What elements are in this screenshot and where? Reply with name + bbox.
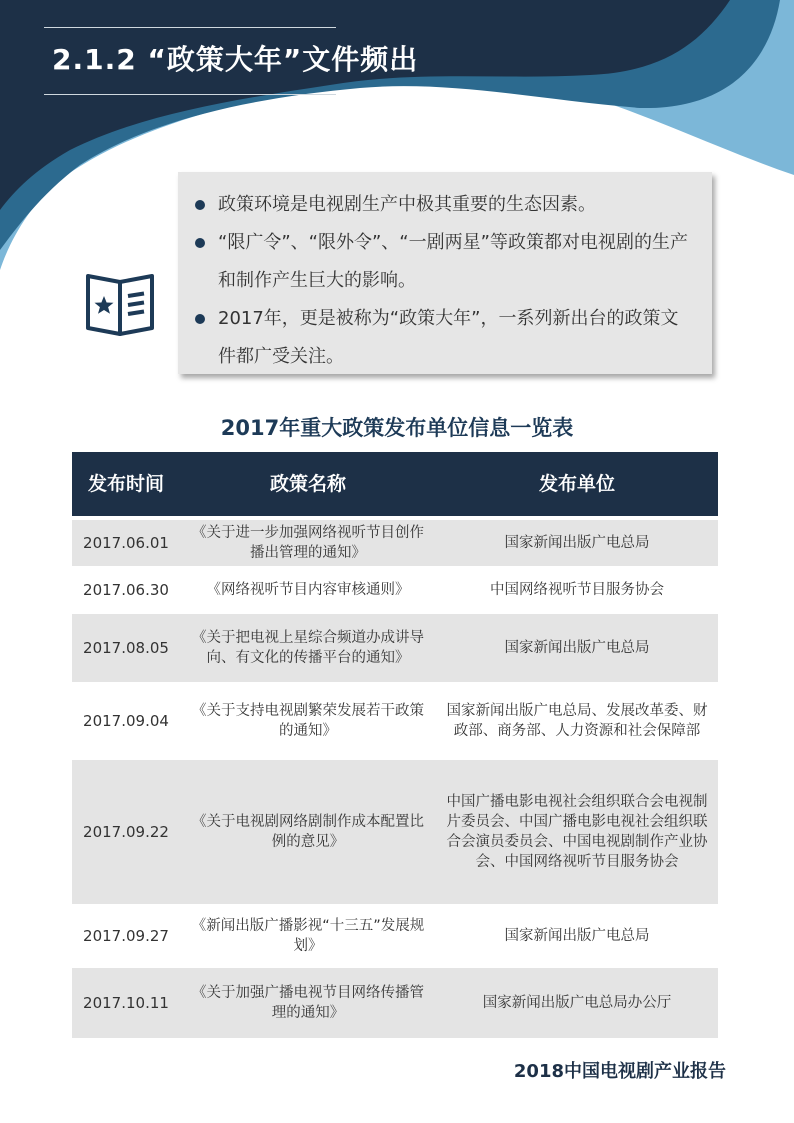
table-row <box>72 684 718 758</box>
cell-issuer: 国家新闻出版广电总局 <box>436 518 718 568</box>
cell-date: 2017.06.30 <box>72 568 180 612</box>
cell-policy-name: 《关于电视剧网络剧制作成本配置比例的意见》 <box>180 758 436 906</box>
cell-policy-name: 《关于支持电视剧繁荣发展若干政策的通知》 <box>180 684 436 758</box>
cell-issuer: 中国网络视听节目服务协会 <box>436 568 718 612</box>
bullet-dot-icon <box>195 238 205 248</box>
cell-date: 2017.09.04 <box>72 684 180 758</box>
report-footer-title: 2018中国电视剧产业报告 <box>513 1061 726 1082</box>
cell-issuer: 国家新闻出版广电总局办公厅 <box>436 966 718 1038</box>
header-rule-top <box>44 27 336 28</box>
column-header-policy-name: 政策名称 <box>180 452 436 518</box>
policy-table <box>72 452 718 1038</box>
cell-issuer: 国家新闻出版广电总局 <box>436 906 718 966</box>
cell-policy-name: 《网络视听节目内容审核通则》 <box>180 568 436 612</box>
bullet-item <box>192 186 694 224</box>
cell-policy-name: 《新闻出版广播影视“十三五”发展规划》 <box>180 906 436 966</box>
table-row <box>72 966 718 1038</box>
bullet-item <box>192 300 694 376</box>
book-icon <box>86 268 154 336</box>
intro-callout-box <box>178 172 712 374</box>
table-row <box>72 906 718 966</box>
cell-policy-name: 《关于把电视上星综合频道办成讲导向、有文化的传播平台的通知》 <box>180 612 436 684</box>
cell-date: 2017.09.22 <box>72 758 180 906</box>
cell-date: 2017.10.11 <box>72 966 180 1038</box>
bullet-text: 政策环境是电视剧生产中极其重要的生态因素。 <box>218 194 596 215</box>
column-header-date: 发布时间 <box>72 452 180 518</box>
bullet-text: “限广令”、“限外令”、“一剧两星”等政策都对电视剧的生产和制作产生巨大的影响。 <box>218 232 688 291</box>
cell-policy-name: 《关于加强广播电视节目网络传播管理的通知》 <box>180 966 436 1038</box>
table-row <box>72 758 718 906</box>
table-row <box>72 518 718 568</box>
table-row <box>72 612 718 684</box>
table-header-row <box>72 452 718 518</box>
cell-date: 2017.09.27 <box>72 906 180 966</box>
bullet-dot-icon <box>195 314 205 324</box>
cell-date: 2017.08.05 <box>72 612 180 684</box>
table-row <box>72 568 718 612</box>
column-header-issuer: 发布单位 <box>436 452 718 518</box>
page-title: 2.1.2 “政策大年”文件频出 <box>52 43 419 76</box>
header-rule-bottom <box>44 94 336 95</box>
bullet-dot-icon <box>195 200 205 210</box>
cell-issuer: 国家新闻出版广电总局、发展改革委、财政部、商务部、人力资源和社会保障部 <box>436 684 718 758</box>
table-title: 2017年重大政策发布单位信息一览表 <box>220 416 574 440</box>
intro-bullet-list <box>178 172 712 376</box>
bullet-item <box>192 224 694 300</box>
cell-date: 2017.06.01 <box>72 518 180 568</box>
cell-issuer: 国家新闻出版广电总局 <box>436 612 718 684</box>
bullet-text: 2017年，更是被称为“政策大年”，一系列新出台的政策文件都广受关注。 <box>218 308 679 367</box>
cell-policy-name: 《关于进一步加强网络视听节目创作播出管理的通知》 <box>180 518 436 568</box>
cell-issuer: 中国广播电影电视社会组织联合会电视制片委员会、中国广播电影电视社会组织联合会演员委员会、中国电视剧制作产业协会、中国网络视听节目服务协会 <box>436 758 718 906</box>
